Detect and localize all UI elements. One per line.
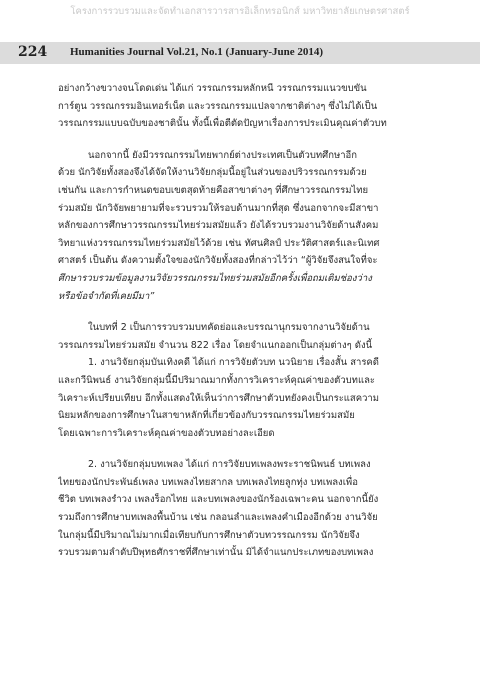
paragraph (58, 319, 456, 442)
text-line: ในบทที่ 2 เป็นการรวบรวมบทคัดย่อและบรรณานุกรมจากงานวิจัยด้าน (88, 322, 370, 334)
text-line: ร่วมสมัย นักวิจัยพยายามที่จะรวบรวมให้รอบด้านมากที่สุด ซึ่งนอกจากจะมีสาขา (58, 202, 379, 214)
text-line: วิทยาแห่งวรรณกรรมไทยร่วมสมัยไว้ด้วย เช่น ทัศนศิลป์ ประวัติศาสตร์และนิเทศ (58, 237, 380, 249)
quote-line: หรือข้อจำกัดที่เคยมีมา” (58, 290, 155, 302)
list-item-line: 2. งานวิจัยกลุ่มบทเพลง ได้แก่ การวิจัยบทเพลงพระราชนิพนธ์ บทเพลง (88, 459, 371, 471)
page-number: 224 (18, 44, 48, 60)
paragraph (58, 147, 456, 305)
text-line: รวมถึงการศึกษาบทเพลงพื้นบ้าน เช่น กลอนลำและเพลงคำเมืองอีกด้วย งานวิจัย (58, 512, 378, 524)
text-line: และกวีนิพนธ์ งานวิจัยกลุ่มนี้มีปริมาณมากทั้งการวิเคราะห์คุณค่าของตัวบทและ (58, 374, 375, 386)
quote-line: ศึกษารวบรวมข้อมูลงานวิจัยวรรณกรรมไทยร่วมสมัยอีกครั้งเพื่อถมเติมช่องว่าง (58, 272, 372, 284)
text-line: วรรณกรรมไทยร่วมสมัย จำนวน 822 เรื่อง โดยจำแนกออกเป็นกลุ่มต่างๆ ดังนี้ (58, 339, 373, 351)
list-item-line: 1. งานวิจัยกลุ่มบันเทิงคดี ได้แก่ การวิจัยตัวบท นวนิยาย เรื่องสั้น สารคดี (88, 357, 379, 369)
running-header (0, 42, 480, 64)
paragraph (58, 80, 456, 133)
text-line: ในกลุ่มนี้มีปริมาณไม่มากเมื่อเทียบกับการศึกษาตัวบทวรรณกรรม นักวิจัยจึง (58, 529, 360, 541)
text-line: ด้วย นักวิจัยทั้งสองจึงได้จัดให้งานวิจัยกลุ่มนี้อยู่ในส่วนของปริวรรณกรรมด้วย (58, 167, 367, 179)
text-line: การ์ตูน วรรณกรรมอินเทอร์เน็ต และวรรณกรรมแปลจากชาติต่างๆ ซึ่งไม่ได้เป็น (58, 100, 378, 112)
watermark-text: โครงการรวบรวมและจัดทำเอกสารวารสารอิเล็กทรอนิกส์ มหาวิทยาลัยเกษตรศาสตร์ (70, 6, 410, 17)
text-line: วรรณกรรมแบบฉบับของชาตินั้น ทั้งนี้เพื่อตีตัดปัญหาเรื่องการประเมินคุณค่าตัวบท (58, 118, 387, 130)
text-line: นอกจากนี้ ยังมีวรรณกรรมไทยพากย์ต่างประเทศเป็นตัวบทศึกษาอีก (88, 149, 358, 161)
text-line: ชีวิต บทเพลงรำวง เพลงร็อกไทย และบทเพลงของนักร้องเฉพาะคน นอกจากนี้ยัง (58, 494, 379, 506)
text-line: นิยมหลักของการศึกษาในสาขาหลักที่เกี่ยวข้องกับวรรณกรรมไทยร่วมสมัย (58, 410, 355, 422)
text-line: ไทยของนักประพันธ์เพลง บทเพลงไทยสากล บทเพลงไทยลูกทุ่ง บทเพลงเพื่อ (58, 476, 358, 488)
text-line: ศาสตร์ เป็นต้น ดังความตั้งใจของนักวิจัยทั้งสองที่กล่าวไว้ว่า “ผู้วิจัยจึงสนใจที่จะ (58, 255, 378, 267)
text-line: เช่นกัน และการกำหนดขอบเขตสุดท้ายคือสาขาต่างๆ ที่ศึกษาวรรณกรรมไทย (58, 184, 369, 196)
text-line: หลักของการศึกษาวรรณกรรมไทยร่วมสมัยแล้ว ยังได้รวบรวมงานวิจัยด้านสังคม (58, 220, 379, 232)
body-text (58, 80, 456, 576)
text-line: โดยเฉพาะการวิเคราะห์คุณค่าของตัวบทอย่างละเอียด (58, 427, 275, 439)
text-line: รวบรวมตามลำดับปีพุทธศักราชที่ศึกษาเท่านั้น มิได้จำแนกประเภทของบทเพลง (58, 547, 374, 559)
text-line: อย่างกว้างขวางจนโดดเด่น ได้แก่ วรรณกรรมหลักหนี วรรณกรรมแนวขบขัน (58, 83, 367, 94)
journal-title: Humanities Journal Vol.21, No.1 (January-June 2014) (70, 46, 324, 58)
text-line: วิเคราะห์เปรียบเทียบ อีกทั้งแสดงให้เห็นว่าการศึกษาตัวบทยังคงเป็นกระแสความ (58, 392, 380, 404)
paragraph (58, 456, 456, 562)
